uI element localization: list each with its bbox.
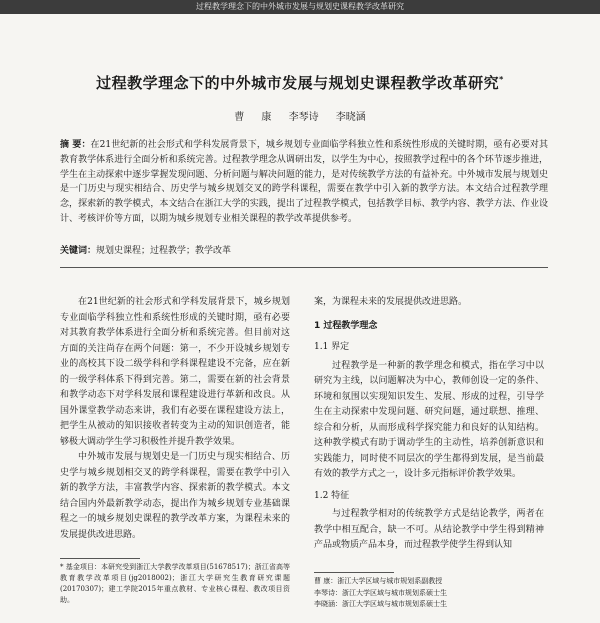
- footnote-divider: [60, 558, 140, 559]
- paper-title-text: 过程教学理念下的中外城市发展与规划史课程教学改革研究: [96, 74, 500, 92]
- abstract: [60, 138, 548, 227]
- author-list: [0, 108, 600, 123]
- author-name: 曹 康: [234, 112, 272, 123]
- body-paragraph: 中外城市发展与规划史是一门历史与现实相结合、历史学与城乡规划相交叉的跨学科课程，需要在教学中引入新的教学方法，丰富教学内容、探索新的教学模式。本文结合国内外最新教学动态，提出作为城乡规划专业基础课程之一的城乡规划史课程的教学改革方案，为课程未来的发展提供改进思路。: [60, 452, 290, 540]
- body-column-right: [314, 295, 544, 554]
- author-affiliations: [314, 576, 550, 611]
- author-name: 李琴诗: [288, 112, 319, 123]
- body-paragraph: 案，为课程未来的发展提供改进思路。: [314, 297, 468, 307]
- abstract-text: 在21世纪新的社会形式和学科发展背景下，城乡规划专业面临学科独立性和系统性形成的关键时期，亟有必要对其教育教学体系进行全面分析和系统完善。过程教学理念从调研出发，以学生为中心，按照教学过程中的各个环节逐步推进，学生在主动探索中逐步掌握发现问题、分析问题与解决问题的能力，是对传统教学方法的有益补充。中外城市发展与规划史是一门历史与现实相结合、历史学与城乡规划交叉的跨学科课程，需要在教学中引入新的教学方法。本文结合过程教学理念，探索新的教学模式，本文结合在浙江大学的实践，提出了过程教学模式，包括教学目标、教学内容、教学方法、作业设计、考核评价等方面，以期为城乡规划专业相关课程的教学改革提供参考。: [60, 140, 548, 224]
- abstract-divider: [60, 267, 548, 268]
- running-header: 过程教学理念下的中外城市发展与规划史课程教学改革研究: [0, 0, 600, 14]
- keywords-label: 关键词：: [60, 246, 97, 256]
- author-affiliation: 李琴诗：浙江大学区域与城市规划系硕士生: [314, 588, 447, 597]
- keywords-text: 规划史课程；过程教学；教学改革: [96, 246, 232, 256]
- funding-footnote: * 基金项目：本研究受到浙江大学教学改革项目(51678517)；浙江省高等教育教学改革项目(jg2018002)；浙江大学研究生教育研究课题(20170307)；建工学院2015年重点教材、专业核心课程、教改项目资助。: [60, 563, 290, 604]
- body-paragraph: 在21世纪新的社会形式和学科发展背景下，城乡规划专业面临学科独立性和系统性形成的关键时期，亟有必要对其教育教学体系进行全面分析和系统完善。但目前对这方面的关注尚存在两个问题：第一，不少开设城乡规划专业的高校其下设二级学科和学科课程建设不完备，应在新的一级学科体系下得到完善。第二，需要在新的社会背景和教学动态下对学科发展和课程建设进行革新和改良。从国外课堂教学动态来讲，我们有必要在课程建设方法上，把学生从被动的知识接收者转变为主动的知识创造者，能够极大调动学生学习积极性并提升教学效果。: [60, 297, 290, 447]
- author-info-divider: [314, 572, 394, 573]
- body-column-left: [60, 295, 290, 543]
- author-affiliation: 曹 康：浙江大学区域与城市规划系副教授: [314, 577, 443, 585]
- author-affiliation: 李晓涵：浙江大学区域与城市规划系硕士生: [314, 600, 447, 608]
- author-name: 李晓涵: [335, 112, 366, 123]
- subsection-heading: 1.2 特征: [314, 490, 350, 501]
- title-footnote-mark: *: [499, 75, 504, 84]
- keywords: [60, 244, 548, 258]
- paper-title: [0, 72, 600, 93]
- section-heading: 1 过程教学理念: [314, 320, 378, 331]
- body-paragraph: 过程教学是一种新的教学理念和模式，指在学习中以研究为主线，以问题解决为中心，教师创设一定的条件、环境和氛围以实现知识发生、发展、形成的过程，引导学生在主动探索中发现问题、研究问题，通过联想、推理、综合和分析，从而形成科学探究能力和良好的认知结构。这种教学模式有助于调动学生的主动性，培养创新意识和实践能力，同时使不同层次的学生都得到发展，是当前最有效的教学方式之一，设计多元指标评价教学效果。: [314, 360, 544, 479]
- body-paragraph: 与过程教学相对的传统教学方式是结论教学，两者在教学中相互配合，缺一不可。从结论教学中学生得到精神产品或物质产品本身，而过程教学使学生得到认知: [314, 509, 544, 550]
- subsection-heading: 1.1 界定: [314, 342, 350, 352]
- abstract-label: 摘 要：: [60, 140, 91, 150]
